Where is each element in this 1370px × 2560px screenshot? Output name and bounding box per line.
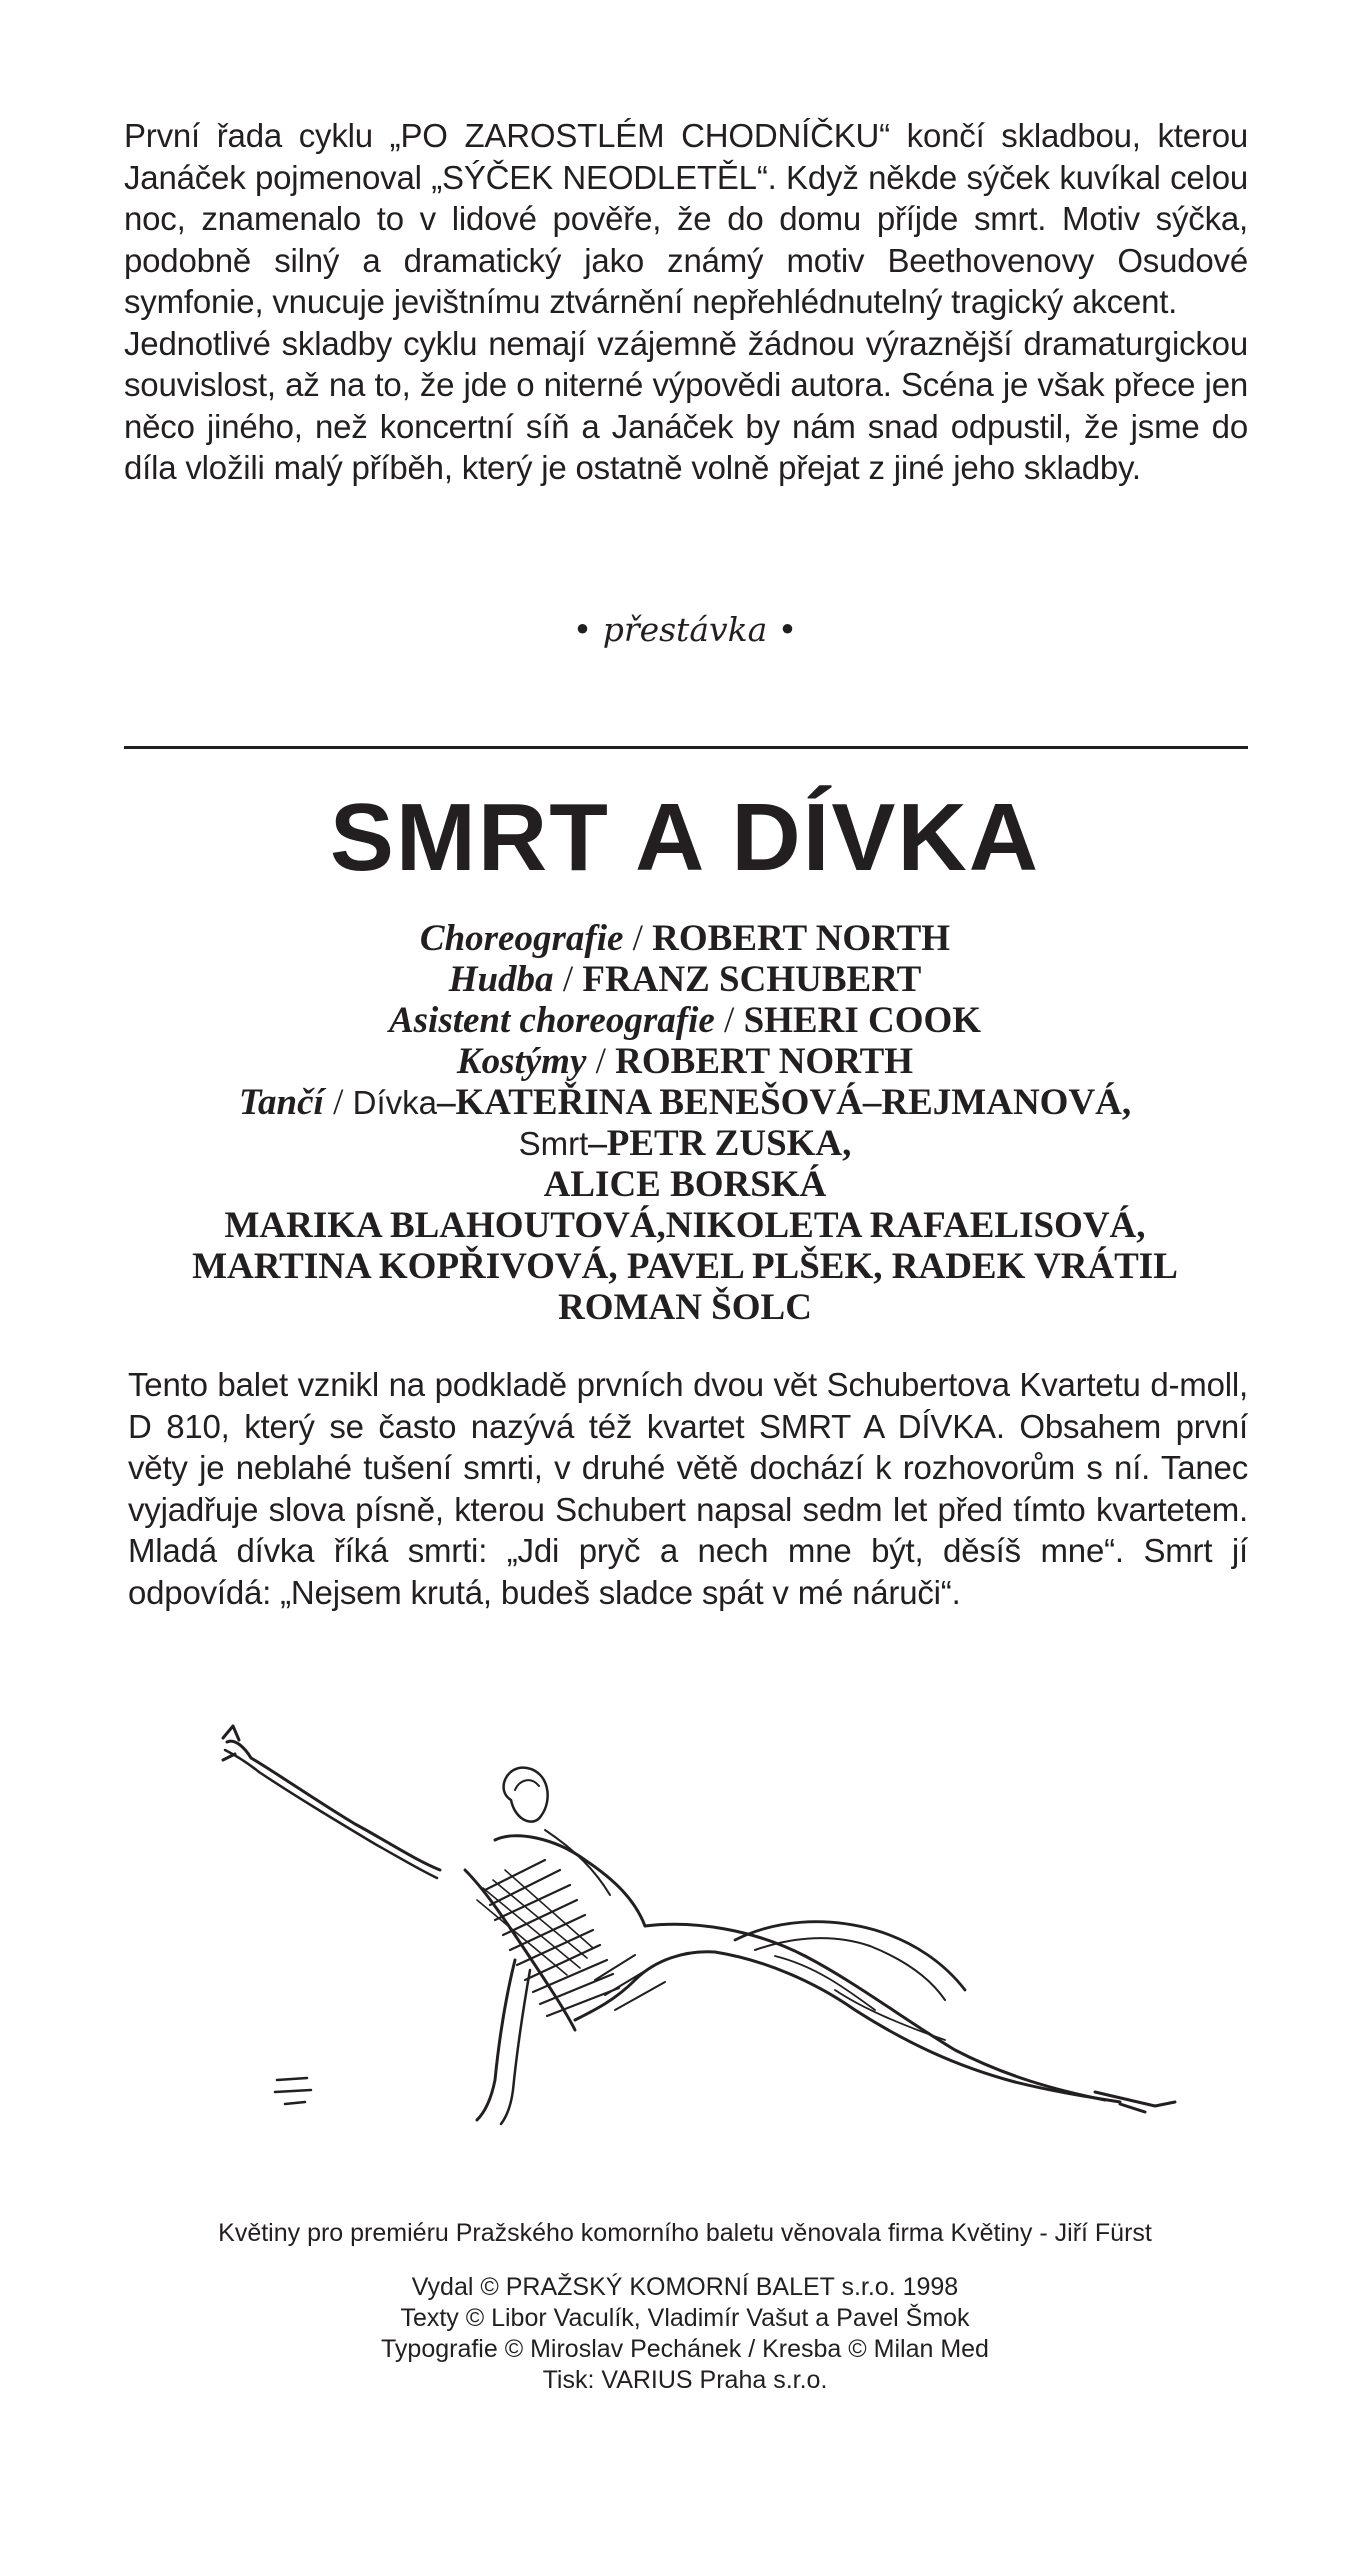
dancer-sketch-illustration (215, 1720, 1195, 2150)
credit-costumes (0, 1041, 1370, 1082)
credit-dancers-line: MARIKA BLAHOUTOVÁ,NIKOLETA RAFAELISOVÁ, (224, 1205, 1146, 1246)
intro-paragraph: Jednotlivé skladby cyklu nemají vzájemně žádnou výraznější dramaturgickou souvislost, až na to, že jde o niterné výpovědi autora. Scéna je však přece jen něco jiného, než koncertní síň a Janáček by nám snad odpustil, že jsme do díla vložili malý příběh, který je ostatně volně přejat z jiné jeho skladby. (124, 324, 1248, 486)
credit-dancers-line (0, 1123, 1370, 1164)
dancer-role-label: Smrt (518, 1125, 589, 1162)
credit-role: Tančí (238, 1082, 324, 1123)
intro-paragraph: První řada cyklu „PO ZAROSTLÉM CHODNÍČKU“ končí skladbou, kterou Janáček pojmenoval „SÝČEK NEODLETĚL“. Když někde sýček kuvíkal celou noc, znamenalo to v lidové pověře, že do domu příjde smrt. Motiv sýčka, podobně silný a dramatický jako známý motiv Beethovenovy Osudové symfonie, vnucuje jevištnímu ztvárnění nepřehlédnutelný tragický akcent. (124, 117, 1248, 320)
credit-music (0, 959, 1370, 1000)
imprint-block (0, 2272, 1370, 2396)
credit-dancers-line: ALICE BORSKÁ (543, 1164, 827, 1205)
credit-choreography (0, 918, 1370, 959)
credit-name: FRANZ SCHUBERT (582, 959, 922, 1000)
credit-name: SHERI COOK (743, 1000, 982, 1041)
dancer-role-label: Dívka (352, 1084, 437, 1121)
credit-dancers-line: ROMAN ŠOLC (558, 1287, 812, 1328)
credit-role: Choreografie (419, 918, 624, 959)
credit-separator: / (323, 1082, 353, 1123)
dancer-name: –KATEŘINA BENEŠOVÁ–REJMANOVÁ, (436, 1082, 1132, 1123)
imprint-line: Typografie © Miroslav Pechánek / Kresba © Milan Med (381, 2335, 989, 2363)
credit-separator: / (623, 918, 653, 959)
imprint-line: Vydal © PRAŽSKÝ KOMORNÍ BALET s.r.o. 1998 (411, 2273, 959, 2301)
divider-line (124, 746, 1248, 749)
sponsor-note: Květiny pro premiéru Pražského komorního baletu věnovala firma Květiny - Jiří Fürst (218, 2219, 1152, 2247)
credit-separator: / (553, 959, 583, 1000)
credit-assistant (0, 1000, 1370, 1041)
intro-text (124, 115, 1248, 489)
credit-name: ROBERT NORTH (652, 918, 951, 959)
credit-role: Asistent choreografie (388, 1000, 715, 1041)
credit-dancers-line: MARTINA KOPŘIVOVÁ, PAVEL PLŠEK, RADEK VRÁTIL (192, 1246, 1178, 1287)
credit-role: Kostýmy (456, 1041, 587, 1082)
credit-name: ROBERT NORTH (615, 1041, 914, 1082)
credit-dancers (0, 1082, 1370, 1123)
credit-separator: / (586, 1041, 616, 1082)
imprint-line: Tisk: VARIUS Praha s.r.o. (542, 2366, 828, 2394)
ballet-title: SMRT A DÍVKA (329, 784, 1041, 891)
credit-separator: / (714, 1000, 744, 1041)
credits-block (0, 918, 1370, 1328)
dancer-name: –PETR ZUSKA, (588, 1123, 852, 1164)
ballet-description: Tento balet vznikl na podkladě prvních dvou vět Schubertova Kvartetu d-moll, D 810, který se často nazývá též kvartet SMRT A DÍVKA. Obsahem první věty je neblahé tušení smrti, v druhé větě dochází k rozhovorům s ní. Tanec vyjadřuje slova písně, kterou Schubert napsal sedm let před tímto kvartetem. Mladá dívka říká smrti: „Jdi pryč a nech mne být, děsíš mne“. Smrt jí odpovídá: „Nejsem krutá, budeš sladce spát v mé náruči“. (128, 1366, 1248, 1611)
credit-role: Hudba (448, 959, 554, 1000)
imprint-line: Texty © Libor Vaculík, Vladimír Vašut a Pavel Šmok (400, 2304, 970, 2332)
intermission-label: • přestávka • (572, 610, 798, 649)
